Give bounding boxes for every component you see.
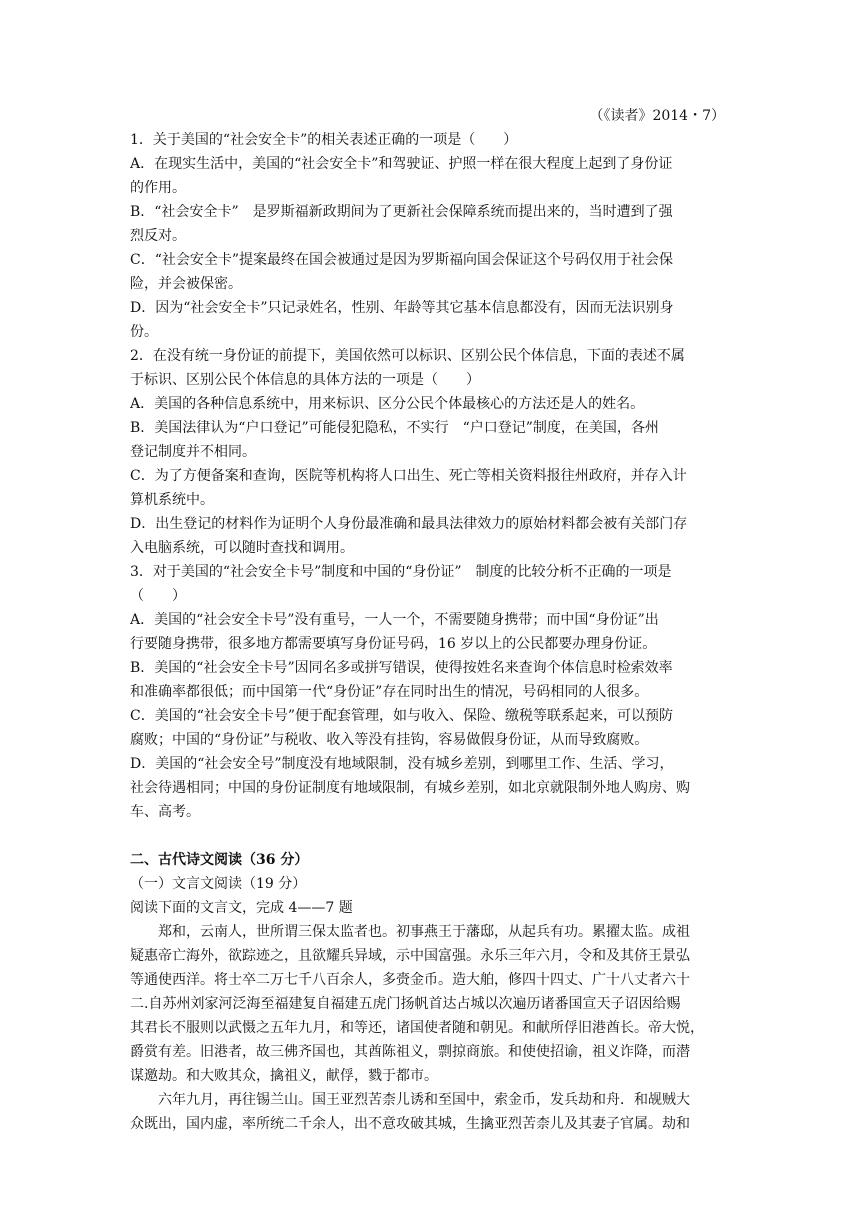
q2-option-d: D．出生登记的材料作为证明个人身份最准确和最具法律效力的原始材料都会被有关部门存: [130, 516, 688, 532]
passage-line: 疑惠帝亡海外，欲踪迹之，且欲耀兵异域，示中国富强。永乐三年六月，令和及其侪王景弘: [130, 948, 690, 964]
source-citation: （《读者》2014・7）: [589, 108, 725, 124]
q2-option-c-cont: 算机系统中。: [130, 492, 214, 508]
q3-option-d-cont2: 车、高考。: [130, 804, 200, 820]
q2-option-a: A．美国的各种信息系统中，用来标识、区分公民个体最核心的方法还是人的姓名。: [130, 396, 645, 412]
q3-option-d-cont: 社会待遇相同；中国的身份证制度有地域限制，有城乡差别，如北京就限制外地人购房、购: [130, 780, 690, 796]
passage-line: 谋邀劫。和大败其众，擒祖义，献俘，戮于都市。: [130, 1068, 438, 1084]
passage-line: 六年九月，再往锡兰山。国王亚烈苦柰儿诱和至国中，索金币，发兵劫和舟．和觇贼大: [158, 1092, 690, 1108]
q3-option-d: D．美国的“社会安全号”制度没有地域限制，没有城乡差别，到哪里工作、生活、学习，: [130, 756, 674, 772]
q1-option-b-cont: 烈反对。: [130, 228, 186, 244]
passage-line: 等通使西洋。将士卒二万七千八百余人，多赍金币。造大舶，修四十四丈、广十八丈者六十: [130, 972, 690, 988]
q2-stem-cont: 于标识、区别公民个体信息的具体方法的一项是（ ）: [130, 372, 480, 388]
passage-line: 其君长不服则以武慑之五年九月，和等还，诸国使者随和朝见。和献所俘旧港酋长。帝大悦，: [130, 1020, 704, 1036]
q3-option-a: A．美国的“社会安全卡号”没有重号，一人一个，不需要随身携带；而中国“身份证”出: [130, 612, 659, 628]
q2-option-d-cont: 入电脑系统，可以随时查找和调用。: [130, 540, 354, 556]
q2-option-b: B．美国法律认为“户口登记”可能侵犯隐私，不实行 “户口登记”制度，在美国，各州: [130, 420, 659, 436]
q2-stem: 2．在没有统一身份证的前提下，美国依然可以标识、区别公民个体信息，下面的表述不属: [130, 348, 685, 364]
q3-stem: 3．对于美国的“社会安全卡号”制度和中国的“身份证” 制度的比较分析不正确的一项是: [130, 564, 672, 580]
q1-option-d-cont: 份。: [130, 324, 158, 340]
q1-option-c-cont: 险，并会被保密。: [130, 276, 242, 292]
passage-line: 郑和，云南人，世所谓三保太监者也。初事燕王于藩邸，从起兵有功。累擢太监。成祖: [158, 924, 690, 940]
q3-stem-cont: （ ）: [130, 588, 186, 604]
passage-line: 二.自苏州刘家河泛海至福建复自福建五虎门扬帆首达占城以次遍历诸番国宣天子诏因给赐: [130, 996, 681, 1012]
passage-line: 众既出，国内虚，率所统二千余人，出不意攻破其城，生擒亚烈苦柰儿及其妻子官属。劫和: [130, 1116, 690, 1132]
reading-instruction: 阅读下面的文言文，完成 4——7 题: [130, 900, 353, 916]
q3-option-b: B．美国的“社会安全卡号”因同名多或拼写错误，使得按姓名来查询个体信息时检索效率: [130, 660, 673, 676]
q1-option-a-cont: 的作用。: [130, 180, 186, 196]
q1-option-b: B．“社会安全卡” 是罗斯福新政期间为了更新社会保障系统而提出来的，当时遭到了强: [130, 204, 673, 220]
q3-option-a-cont: 行要随身携带，很多地方都需要填写身份证号码，16 岁以上的公民都要办理身份证。: [130, 636, 657, 652]
q3-option-b-cont: 和准确率都很低；而中国第一代“身份证”存在同时出生的情况，号码相同的人很多。: [130, 684, 649, 700]
q1-option-a: A．在现实生活中，美国的“社会安全卡”和驾驶证、护照一样在很大程度上起到了身份证: [130, 156, 673, 172]
document-page: [130, 104, 735, 1136]
q1-option-d: D．因为“社会安全卡”只记录姓名，性别、年龄等其它基本信息都没有，因而无法识别身: [130, 300, 674, 316]
q2-option-b-cont: 登记制度并不相同。: [130, 444, 256, 460]
q1-option-c: C．“社会安全卡”提案最终在国会被通过是因为罗斯福向国会保证这个号码仅用于社会保: [130, 252, 674, 268]
q2-option-c: C．为了方便备案和查询，医院等机构将人口出生、死亡等相关资料报往州政府，并存入计: [130, 468, 687, 484]
subsection-heading: （一）文言文阅读（19 分）: [130, 876, 307, 892]
q3-option-c: C．美国的“社会安全卡号”便于配套管理，如与收入、保险、缴税等联系起来，可以预防: [130, 708, 674, 724]
q1-stem: 1．关于美国的“社会安全卡”的相关表述正确的一项是（ ）: [130, 132, 518, 148]
passage-line: 爵赏有差。旧港者，故三佛齐国也，其酋陈祖义，剽掠商旅。和使使招谕，祖义诈降，而潜: [130, 1044, 690, 1060]
q3-option-c-cont: 腐败；中国的“身份证”与税收、收入等没有挂钩，容易做假身份证，从而导致腐败。: [130, 732, 649, 748]
section-heading: 二、古代诗文阅读（36 分）: [130, 852, 309, 868]
